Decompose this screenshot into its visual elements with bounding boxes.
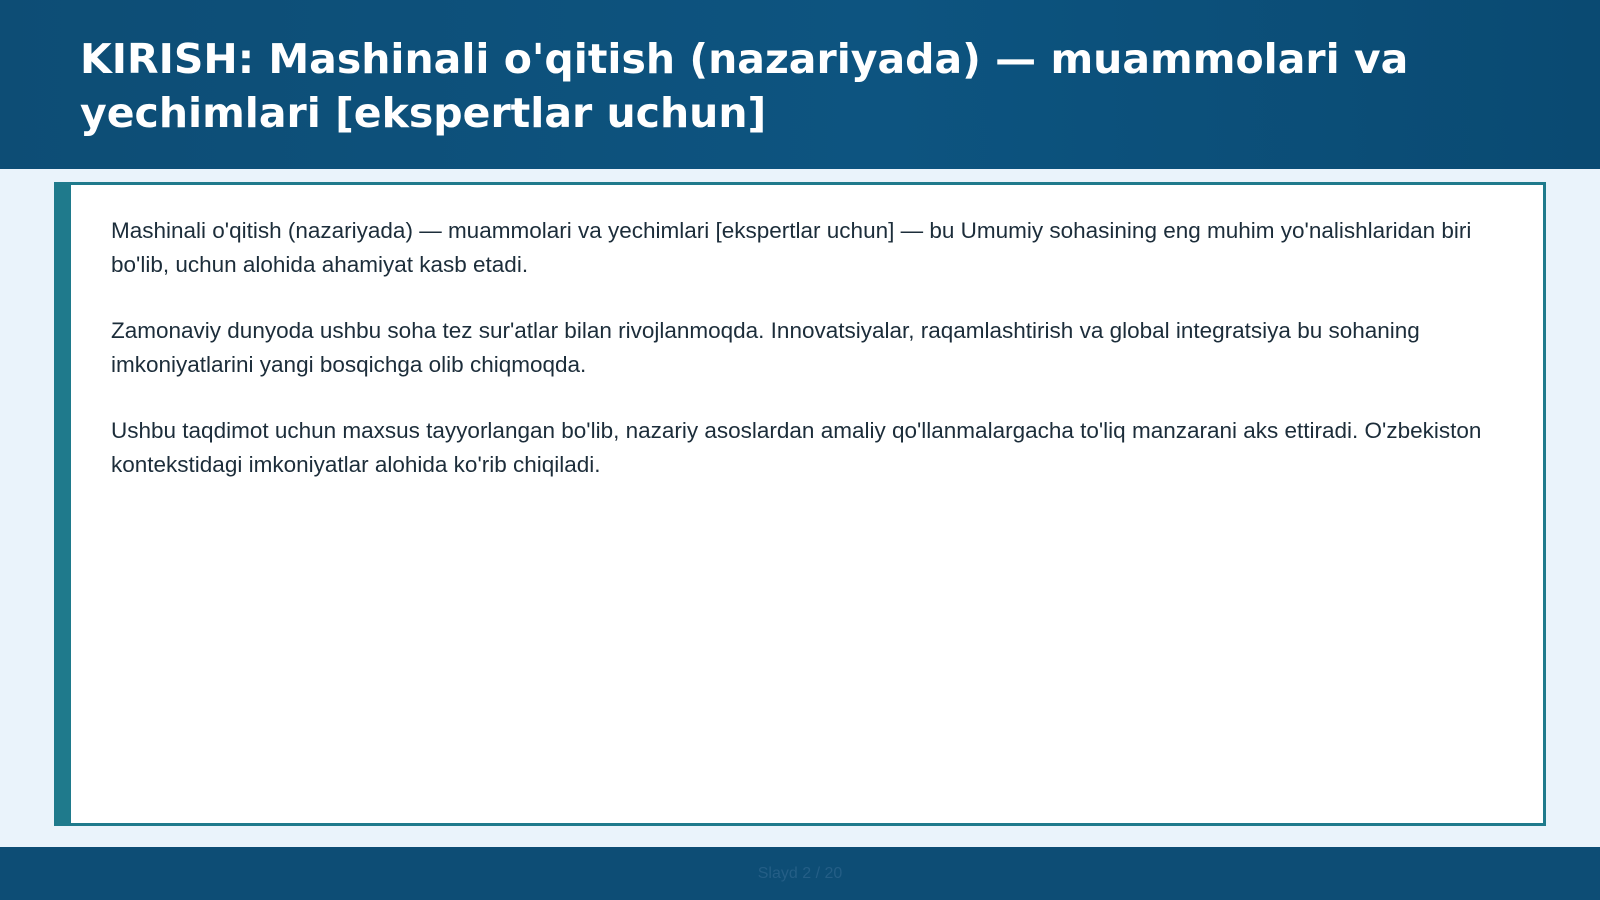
- slide-number: Slayd 2 / 20: [757, 865, 843, 882]
- development-paragraph: Zamonaviy dunyoda ushbu soha tez sur'atlar bilan rivojlanmoqda. Innovatsiyalar, raqamlashtirish va global integratsiya bu sohaning imkoniyatlarini yangi bosqichga olib chiqmoqda.: [111, 318, 1420, 377]
- slide-header: [0, 0, 1600, 169]
- slide-title: KIRISH: Mashinali o'qitish (nazariyada) — muammolari va yechimlari [ekspertlar uchun]: [80, 35, 1409, 137]
- intro-paragraph: Mashinali o'qitish (nazariyada) — muammolari va yechimlari [ekspertlar uchun] — bu Umumiy sohasining eng muhim yo'nalishlaridan biri bo'lib, uchun alohida ahamiyat kasb etadi.: [111, 218, 1472, 277]
- slide-footer: [0, 847, 1600, 900]
- content-card: [54, 182, 1546, 826]
- presentation-purpose-paragraph: Ushbu taqdimot uchun maxsus tayyorlangan bo'lib, nazariy asoslardan amaliy qo'llanmalargacha to'liq manzarani aks ettiradi. O'zbekiston kontekstidagi imkoniyatlar alohida ko'rib chiqiladi.: [111, 418, 1482, 477]
